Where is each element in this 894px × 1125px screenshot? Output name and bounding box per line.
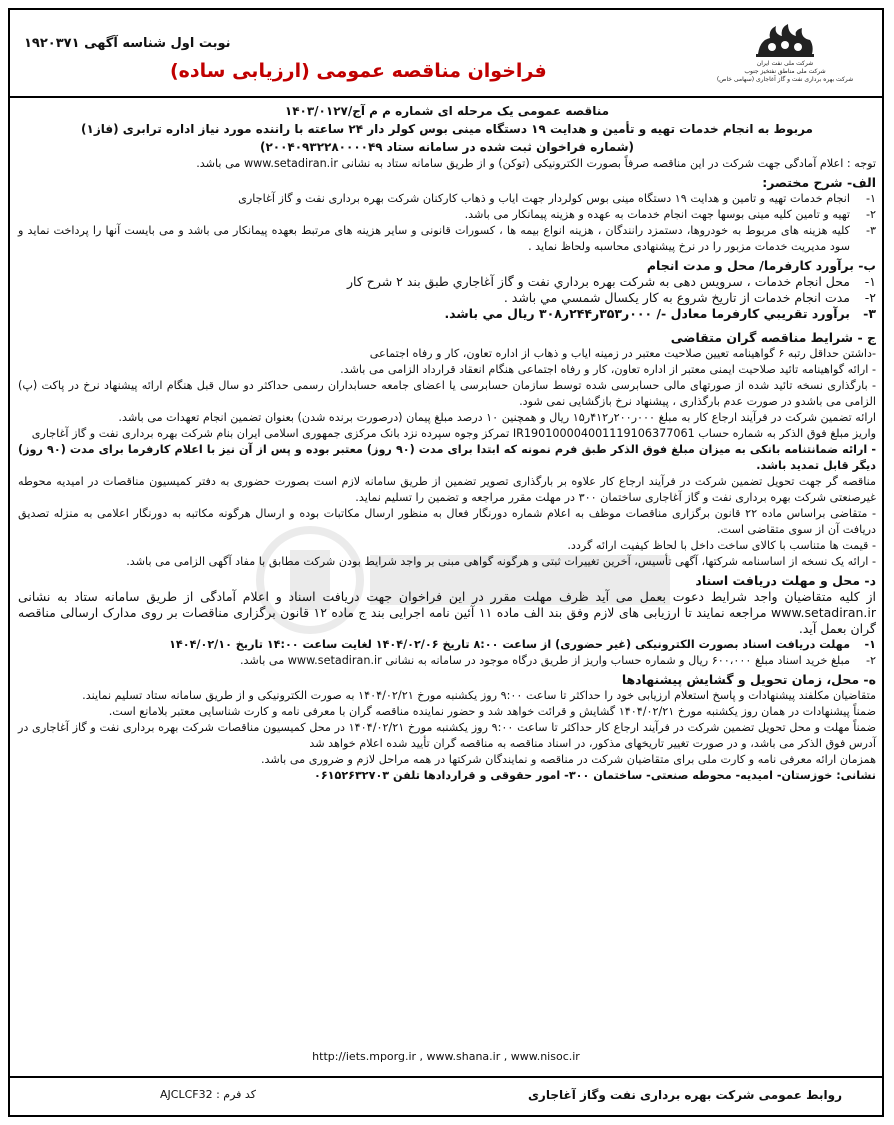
section-a-heading: الف- شرح مختصر: xyxy=(762,175,876,190)
ad-number: نوبت اول شناسه آگهی ۱۹۲۰۳۷۱ xyxy=(24,36,231,51)
item-text: مدت انجام خدمات از تاريخ شروع به كار يكسال شمسي مي باشد . xyxy=(503,290,850,305)
header xyxy=(10,10,882,98)
condition-line: - ارائه گواهینامه تائید صلاحیت ایمنی معتبر از اداره تعاون، کار و رفاه اجتماعی هنگام انعقاد قرارداد الزامی می باشد. xyxy=(340,363,876,376)
list-item xyxy=(18,274,876,290)
condition-line: ارائه تضمین شرکت در فرآیند ارجاع کار به مبلغ ۰۰۰ر۲۰۰ر۴۱۲ر۱۵ ریال و همچنین ۱۰ درصد مبلغ پیمان (درصورت برنده شدن) بعنوان تضمین انجام تعهدات می باشد. xyxy=(118,411,876,424)
list-item xyxy=(18,290,876,306)
list-item xyxy=(18,191,876,207)
item-text: کلیه هزینه های مربوط به خودروها، دستمزد رانندگان ، هزینه انواع بیمه ها ، کسورات قانونی و سایر هزینه های مرتبط بعهده پیمانکار می باشد و می بایست آنها را پرداخت نماید و سود مدیریت خدمات مزبور را در نرخ پیشنهادی محاسبه ولحاظ نماید . xyxy=(18,224,850,253)
section-e-heading: ه- محل، زمان تحویل و گشایش پیشنهادها xyxy=(621,672,876,687)
list-item xyxy=(18,637,876,653)
tender-number: مناقصه عمومی یک مرحله ای شماره م م آج/۱۴۰۳/۰۱۲۷ xyxy=(284,104,610,118)
item-number: ۲- xyxy=(865,654,876,667)
item-number: ۱- xyxy=(864,638,876,651)
condition-line: - ارائه یک نسخه از اساسنامه شرکتها، آگهی تأسیس، آخرین تغییرات ثبتی و هرگونه گواهی مبنی بر واجد شرایط بودن شرکت مطابق با مفاد آگهی الزامی می باشد. xyxy=(126,555,876,568)
item-text: تهیه و تامین کلیه مینی بوسها جهت انجام خدمات به عهده و هزینه پیمانکار می باشد. xyxy=(464,208,850,221)
delivery-line: ضمناً مهلت و محل تحویل تضمین شرکت در فرآیند ارجاع کار حداکثر تا ساعت ۹:۰۰ روز یکشنبه مورخ ۱۴۰۴/۰۲/۲۱ در محل کمیسیون مناقصات شرکت بهره برداری نفت و گاز آغاجاری در آدرس فوق الذکر می باشد، و در صورت تغییر تاریخهای مذکور، در اسناد مناقصه به مناقصه گران تأیید شده اعلام خواهد شد xyxy=(18,721,876,750)
item-number: ۲- xyxy=(865,208,876,221)
footer-title: روابط عمومی شرکت بهره برداری نفت وگاز آغاجاری xyxy=(527,1088,842,1102)
item-text: مبلغ خرید اسناد مبلغ ۶۰۰،۰۰۰ ریال و شماره حساب واریز از طریق درگاه موجود در سامانه به نشانی www.setadiran.ir می باشد. xyxy=(240,654,850,667)
item-number: ۱- xyxy=(865,192,876,205)
address-line: نشانی: خوزستان- امیدیه- محوطه صنعتی- ساختمان ۳۰۰- امور حقوقی و قراردادها تلفن ۰۶۱۵۲۶۳۲۷۰۳ xyxy=(314,769,876,782)
condition-line: مناقصه گر جهت تحویل تضمین شرکت در فرآیند ارجاع کار علاوه بر بارگذاری تصویر تضمین از طریق سامانه لازم است بصورت حضوری به دفتر کمیسیون مناقصات در امیدیه محوطه غیرصنعتی شرکت بهره برداری نفت و گاز آغاجاری ساختمان ۳۰۰ در مهلت مقرر مراجعه و تضمین را تسلیم نماید. xyxy=(18,475,876,504)
company-logo xyxy=(700,20,870,90)
list-item xyxy=(18,653,876,669)
website-links: http://iets.mporg.ir , www.shana.ir , www.nisoc.ir xyxy=(312,1050,580,1063)
delivery-line: همزمان ارائه معرفی نامه و کارت ملی برای متقاضیان شرکت در مناقصه و نمایندگان شرکتها در همه مراحل لازم و ضروری می باشد. xyxy=(260,753,876,766)
condition-line: - ارائه ضمانتنامه بانکی به میزان مبلغ فوق الذکر طبق فرم نمونه که ابتدا برای مدت (۹۰ روز) معتبر بوده و پس از آن نیز با اعلام کارفرما برای مدت (۹۰ روز) دیگر قابل تمدید باشد. xyxy=(18,443,876,472)
logo-caption-1: شرکت ملی نفت ایران xyxy=(756,60,814,67)
document-body xyxy=(18,102,876,784)
item-number: ۱- xyxy=(864,274,876,289)
item-text: محل انجام خدمات ، سرويس دهی به شركت بهره برداري نفت و گاز آغاجاري طبق بند ۲ شرح كار xyxy=(346,274,850,289)
condition-line: واریز مبلغ فوق الذکر به شماره حساب IR190100004001119106377061 تمرکز وجوه سپرده نزد بانک مرکزی جمهوری اسلامی ایران بنام شرکت بهره برداری نفت و گاز آغاجاری xyxy=(31,427,876,440)
condition-line: -داشتن حداقل رتبه ۶ گواهینامه تعیین صلاحیت معتبر در زمینه ایاب و ذهاب از اداره تعاون، کار و رفاه اجتماعی xyxy=(369,347,876,360)
condition-line: - متقاضی براساس ماده ۲۲ قانون برگزاری مناقصات موظف به اعلام شماره دورنگار فعال به منظور ارسال مکاتبات بوده و ارسال هرگونه مکاتبه به دورنگار اعلامی به منزله تصدیق دریافت آن از سوی متقاضی است. xyxy=(18,507,876,536)
tender-subject: مربوط به انجام خدمات تهیه و تأمین و هدایت ۱۹ دستگاه مینی بوس کولر دار ۲۴ ساعته با راننده مورد نیاز اداره ترابری (فاز۱) xyxy=(81,122,813,136)
list-item xyxy=(18,223,876,255)
list-item xyxy=(18,207,876,223)
section-d-paragraph: از کلیه متقاضیان واجد شرایط دعوت بعمل می آید ظرف مهلت مقرر در این فراخوان جهت دریافت اسناد و اعلام آمادگی از طریق سامانه ستاد به نشانی www.setadiran.ir مراجعه نمایند تا ارزیابی های لازم وفق بند الف ماده ۱۱ آئین نامه اجرایی بند ج ماده ۱۲ قانون برگزاری مناقصات بر روی مدارک ارسالی مناقصه گران بعمل آید. xyxy=(18,589,876,636)
item-number: ۳- xyxy=(863,306,876,321)
oil-flame-logo-icon xyxy=(750,20,820,60)
list-item xyxy=(18,306,876,322)
item-text: برآورد تقريبي كارفرما معادل -/ ۰۰۰ر۳۵۳ر۲۴۴ر۳۰۸ ريال مي باشد. xyxy=(444,306,850,321)
advertisement-frame xyxy=(8,8,884,1117)
item-number: ۳- xyxy=(865,224,876,237)
section-c-heading: ج - شرایط مناقصه گران متقاضی xyxy=(670,330,876,345)
delivery-line: متقاضیان مکلفند پیشنهادات و پاسخ استعلام ارزیابی خود را حداکثر تا ساعت ۹:۰۰ روز یکشنبه مورخ ۱۴۰۴/۰۲/۲۱ به صورت الکترونیکی و از طریق سامانه ستاد تسلیم نمایند. xyxy=(82,689,876,702)
condition-line: - بارگذاری نسخه تائید شده از صورتهای مالی حسابرسی شده توسط سازمان حسابرسی یا اعضای جامعه حسابداران رسمی حداکثر دو سال قبل هنگام ارائه پیشنهاد نرخ در پاکت (پ) الزامی می باشدو در صورت عدم بارگذاری ، پیشنهاد نرخ بازگشایی نمی شود. xyxy=(18,379,876,408)
section-d-heading: د- محل و مهلت دریافت اسناد xyxy=(695,573,876,588)
logo-caption-3: شرکت بهره برداری نفت و گاز آغاجاری (سهامی خاص) xyxy=(716,76,854,83)
footer xyxy=(10,1076,882,1117)
tender-registration: (شماره فراخوان ثبت شده در سامانه ستاد ۲۰۰۴۰۹۳۲۲۸۰۰۰۰۴۹) xyxy=(259,140,635,154)
setad-note: توجه : اعلام آمادگی جهت شرکت در این مناقصه صرفاً بصورت الکترونیکی (توکن) و از طریق سامانه ستاد به نشانی www.setadiran.ir می باشد. xyxy=(196,157,876,170)
section-b-heading: ب- برآورد کارفرما/ محل و مدت انجام xyxy=(646,258,876,273)
condition-line: - قیمت ها متناسب با کالای ساخت داخل با لحاظ کیفیت ارائه گردد. xyxy=(567,539,876,552)
page-title: فراخوان مناقصه عمومی (ارزیابی ساده) xyxy=(170,60,547,82)
delivery-line: ضمناً پیشنهادات در همان روز یکشنبه مورخ ۱۴۰۴/۰۲/۲۱ گشایش و قرائت خواهد شد و حضور نماینده مناقصه گران با معرفی نامه و کارت شناسایی معتبر بلامانع است. xyxy=(108,705,876,718)
logo-caption-2: شرکت ملی مناطق نفتخیز جنوب xyxy=(744,68,826,75)
item-number: ۲- xyxy=(864,290,876,305)
item-text: مهلت دریافت اسناد بصورت الکترونیکی (غیر حضوری) از ساعت ۸:۰۰ تاریخ ۱۴۰۴/۰۲/۰۶ لغایت ساعت ۱۴:۰۰ تاریخ ۱۴۰۴/۰۲/۱۰ xyxy=(169,638,850,651)
form-code: کد فرم : AJCLCF32 xyxy=(160,1088,256,1101)
item-text: انجام خدمات تهیه و تامین و هدایت ۱۹ دستگاه مینی بوس کولردار جهت ایاب و ذهاب کارکنان شرکت بهره برداری نفت و گاز آغاجاری xyxy=(238,192,850,205)
